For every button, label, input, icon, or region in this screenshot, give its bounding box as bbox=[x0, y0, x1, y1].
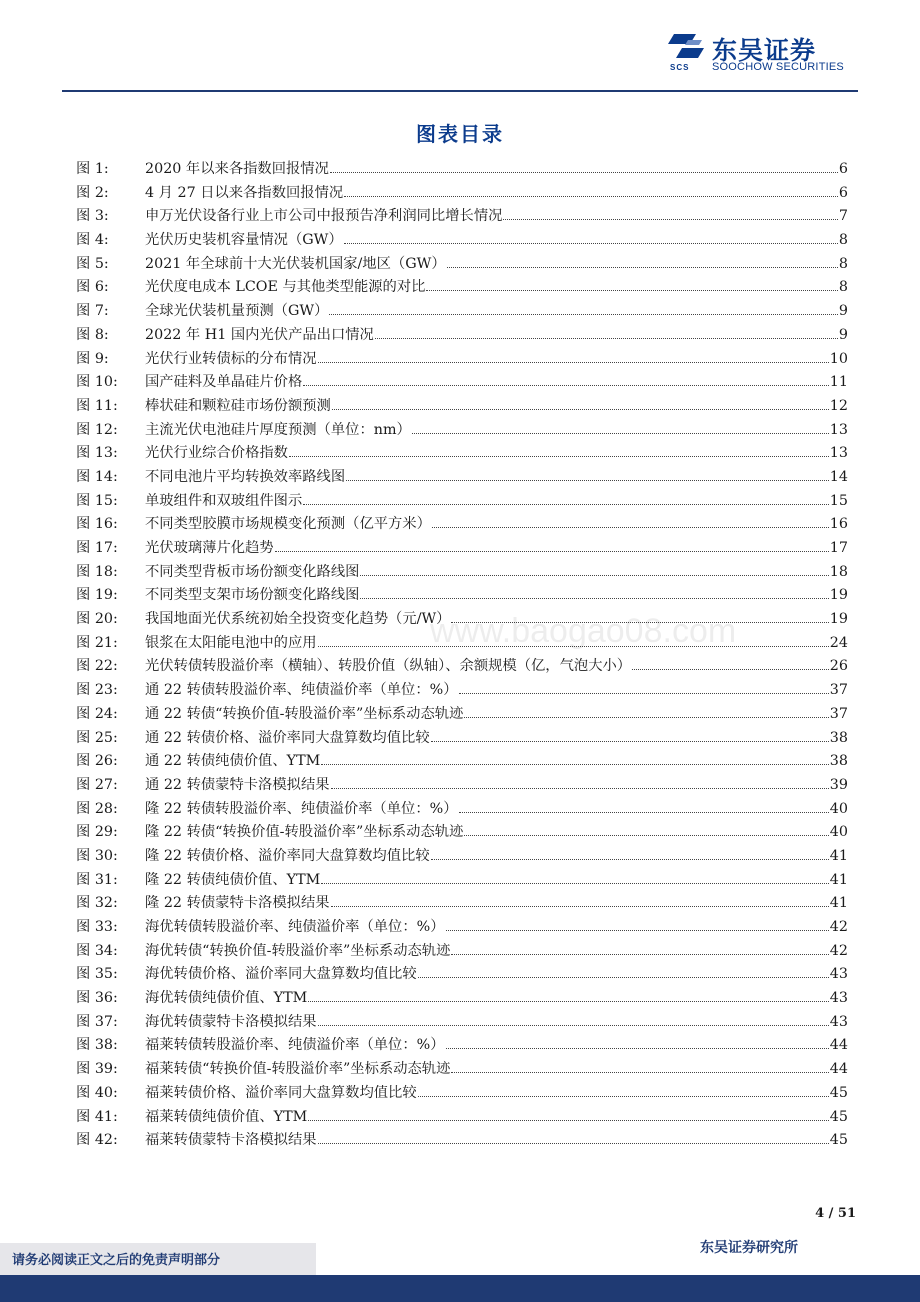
toc-entry[interactable] bbox=[76, 1129, 848, 1153]
toc-entry[interactable] bbox=[76, 963, 848, 987]
toc-entry[interactable] bbox=[76, 182, 848, 206]
toc-entry-page: 45 bbox=[829, 1132, 848, 1149]
toc-entry-leader bbox=[459, 812, 829, 813]
toc-entry-label: 图 40: bbox=[76, 1084, 118, 1101]
toc-entry-leader bbox=[459, 693, 829, 694]
toc-entry[interactable] bbox=[76, 561, 848, 585]
page-number: 4 / 51 bbox=[815, 1206, 856, 1221]
toc-entry-label: 图 15: bbox=[76, 492, 118, 509]
toc-entry-title: 2020 年以来各指数回报情况 bbox=[145, 161, 329, 177]
toc-entry[interactable] bbox=[76, 750, 848, 774]
company-logo bbox=[668, 30, 858, 78]
toc-entry-page: 26 bbox=[829, 658, 848, 675]
toc-entry-label: 图 29: bbox=[76, 824, 118, 841]
toc-entry-label: 图 28: bbox=[76, 800, 118, 817]
toc-entry[interactable] bbox=[76, 466, 848, 490]
toc-entry-label: 图 41: bbox=[76, 1108, 118, 1125]
watermark: www.baogao08.com bbox=[430, 612, 737, 650]
toc-entry-title: 银浆在太阳能电池中的应用 bbox=[145, 634, 317, 651]
toc-entry-leader bbox=[318, 362, 829, 363]
toc-entry-page: 43 bbox=[829, 1013, 848, 1030]
toc-entry-page: 39 bbox=[829, 776, 848, 793]
toc-entry-page: 44 bbox=[829, 1061, 848, 1078]
toc-entry[interactable] bbox=[76, 821, 848, 845]
toc-entry[interactable] bbox=[76, 774, 848, 798]
toc-entry-label: 图 30: bbox=[76, 847, 118, 864]
toc-entry-label: 图 34: bbox=[76, 942, 118, 959]
toc-entry-label: 图 38: bbox=[76, 1037, 118, 1054]
toc-entry-page: 17 bbox=[829, 540, 848, 556]
toc-entry-label: 图 18: bbox=[76, 563, 118, 580]
toc-entry-page: 43 bbox=[829, 990, 848, 1007]
toc-entry-label: 图 33: bbox=[76, 919, 118, 935]
toc-entry-title: 隆 22 转债蒙特卡洛模拟结果 bbox=[145, 895, 330, 912]
toc-entry[interactable] bbox=[76, 679, 848, 703]
toc-entry-title: 光伏历史装机容量情况（GW） bbox=[145, 232, 343, 249]
toc-entry[interactable] bbox=[76, 1082, 848, 1106]
toc-entry-title: 4 月 27 日以来各指数回报情况 bbox=[145, 184, 344, 201]
toc-entry-leader bbox=[289, 456, 829, 457]
table-of-figures bbox=[76, 158, 848, 1153]
toc-entry-label: 图 1: bbox=[76, 161, 109, 177]
toc-entry-page: 18 bbox=[829, 563, 848, 580]
toc-entry-page: 8 bbox=[838, 255, 848, 272]
toc-entry-leader bbox=[331, 906, 829, 907]
logo-english-name: SOOCHOW SECURITIES bbox=[712, 61, 844, 73]
toc-entry-label: 图 2: bbox=[76, 184, 109, 201]
toc-entry-page: 41 bbox=[829, 895, 848, 912]
toc-entry-page: 16 bbox=[829, 516, 848, 533]
toc-entry-page: 11 bbox=[829, 374, 848, 391]
toc-entry-label: 图 35: bbox=[76, 966, 118, 983]
toc-entry-leader bbox=[308, 1001, 829, 1002]
toc-entry-label: 图 16: bbox=[76, 516, 118, 533]
toc-entry[interactable] bbox=[76, 1058, 848, 1082]
toc-entry-page: 19 bbox=[829, 611, 848, 628]
footer-bar bbox=[0, 1275, 920, 1302]
toc-entry-leader bbox=[464, 835, 828, 836]
toc-entry-leader bbox=[446, 1048, 829, 1049]
toc-entry-label: 图 27: bbox=[76, 776, 118, 793]
toc-entry-title: 光伏度电成本 LCOE 与其他类型能源的对比 bbox=[145, 279, 426, 296]
toc-entry-label: 图 14: bbox=[76, 468, 118, 485]
toc-entry-label: 图 23: bbox=[76, 682, 118, 699]
toc-entry-leader bbox=[321, 883, 829, 884]
toc-entry[interactable] bbox=[76, 419, 848, 443]
toc-entry-page: 15 bbox=[829, 492, 848, 509]
toc-entry-page: 37 bbox=[829, 705, 848, 722]
toc-entry-label: 图 4: bbox=[76, 232, 109, 249]
toc-entry[interactable] bbox=[76, 987, 848, 1011]
toc-entry-title: 全球光伏装机量预测（GW） bbox=[145, 303, 329, 320]
toc-entry-label: 图 25: bbox=[76, 729, 118, 746]
toc-entry-label: 图 31: bbox=[76, 871, 118, 888]
toc-entry-page: 38 bbox=[829, 753, 848, 770]
toc-entry-label: 图 13: bbox=[76, 445, 118, 462]
toc-entry-title: 不同类型胶膜市场规模变化预测（亿平方米） bbox=[145, 516, 431, 533]
toc-entry[interactable] bbox=[76, 395, 848, 419]
toc-entry-page: 6 bbox=[838, 161, 848, 177]
toc-entry-title: 通 22 转债价格、溢价率同大盘算数均值比较 bbox=[145, 729, 430, 746]
toc-entry-leader bbox=[503, 219, 837, 220]
header-divider bbox=[62, 90, 858, 92]
toc-entry-leader bbox=[418, 1096, 829, 1097]
toc-entry-leader bbox=[360, 598, 828, 599]
toc-entry-label: 图 10: bbox=[76, 374, 118, 391]
logo-abbreviation: SCS bbox=[670, 63, 690, 72]
toc-entry-title: 海优转债纯债价值、YTM bbox=[145, 990, 308, 1007]
toc-entry[interactable] bbox=[76, 442, 848, 466]
toc-entry[interactable] bbox=[76, 798, 848, 822]
toc-entry-page: 43 bbox=[829, 966, 848, 983]
toc-entry-title: 2022 年 H1 国内光伏产品出口情况 bbox=[145, 326, 374, 343]
toc-entry-title: 福莱转债纯债价值、YTM bbox=[145, 1108, 308, 1125]
toc-entry-title: 福莱转债价格、溢价率同大盘算数均值比较 bbox=[145, 1084, 417, 1101]
toc-entry-title: 申万光伏设备行业上市公司中报预告净利润同比增长情况 bbox=[145, 208, 503, 225]
toc-entry-leader bbox=[431, 859, 829, 860]
toc-entry-page: 45 bbox=[829, 1108, 848, 1125]
toc-entry[interactable] bbox=[76, 513, 848, 537]
toc-entry-leader bbox=[303, 385, 829, 386]
toc-entry-title: 棒状硅和颗粒硅市场份额预测 bbox=[145, 397, 331, 414]
toc-entry-leader bbox=[303, 504, 829, 505]
toc-entry-title: 隆 22 转债“转换价值-转股溢价率”坐标系动态轨迹 bbox=[145, 824, 464, 841]
toc-entry-leader bbox=[330, 172, 838, 173]
toc-entry-title: 我国地面光伏系统初始全投资变化趋势（元/W） bbox=[145, 611, 451, 628]
toc-entry-title: 通 22 转债“转换价值-转股溢价率”坐标系动态轨迹 bbox=[145, 705, 464, 722]
toc-entry-label: 图 11: bbox=[76, 397, 118, 414]
toc-entry-label: 图 22: bbox=[76, 658, 118, 675]
toc-entry-page: 41 bbox=[829, 871, 848, 888]
toc-entry-leader bbox=[426, 290, 837, 291]
toc-entry[interactable] bbox=[76, 845, 848, 869]
toc-entry-leader bbox=[321, 764, 829, 765]
toc-entry-label: 图 3: bbox=[76, 208, 109, 225]
toc-entry-leader bbox=[331, 788, 829, 789]
toc-entry-page: 12 bbox=[829, 397, 848, 414]
toc-entry-title: 隆 22 转债转股溢价率、纯债溢价率（单位：%） bbox=[145, 800, 458, 817]
toc-entry-label: 图 19: bbox=[76, 587, 118, 604]
toc-entry-title: 光伏玻璃薄片化趋势 bbox=[145, 540, 274, 556]
toc-entry-leader bbox=[418, 977, 829, 978]
toc-entry-label: 图 21: bbox=[76, 634, 118, 651]
toc-entry-label: 图 5: bbox=[76, 255, 109, 272]
toc-entry-page: 42 bbox=[829, 942, 848, 959]
toc-entry-page: 40 bbox=[829, 824, 848, 841]
toc-entry-title: 福莱转债转股溢价率、纯债溢价率（单位：%） bbox=[145, 1037, 445, 1054]
toc-entry-title: 主流光伏电池硅片厚度预测（单位：nm） bbox=[145, 421, 411, 438]
toc-entry[interactable] bbox=[76, 158, 848, 182]
toc-entry[interactable] bbox=[76, 1106, 848, 1130]
toc-entry-page: 38 bbox=[829, 729, 848, 746]
toc-entry-leader bbox=[360, 575, 828, 576]
toc-entry-title: 福莱转债蒙特卡洛模拟结果 bbox=[145, 1132, 317, 1149]
toc-entry-page: 37 bbox=[829, 682, 848, 699]
toc-entry-title: 光伏行业综合价格指数 bbox=[145, 445, 288, 462]
toc-entry-label: 图 39: bbox=[76, 1061, 118, 1078]
toc-entry-label: 图 26: bbox=[76, 753, 118, 770]
toc-entry-leader bbox=[375, 338, 838, 339]
toc-entry[interactable] bbox=[76, 324, 848, 348]
toc-entry-label: 图 20: bbox=[76, 611, 118, 628]
toc-entry[interactable] bbox=[76, 348, 848, 372]
toc-entry[interactable] bbox=[76, 490, 848, 514]
toc-entry-title: 2021 年全球前十大光伏装机国家/地区（GW） bbox=[145, 255, 446, 272]
toc-entry-leader bbox=[308, 1120, 829, 1121]
footer-organization: 东吴证券研究所 bbox=[700, 1240, 798, 1256]
toc-entry-leader bbox=[318, 1025, 829, 1026]
toc-entry-title: 单玻组件和双玻组件图示 bbox=[145, 492, 303, 509]
toc-entry-leader bbox=[275, 551, 829, 552]
toc-entry-title: 海优转债价格、溢价率同大盘算数均值比较 bbox=[145, 966, 417, 983]
toc-entry-leader bbox=[451, 954, 828, 955]
toc-entry-page: 7 bbox=[838, 208, 848, 225]
toc-entry[interactable] bbox=[76, 727, 848, 751]
toc-entry-leader bbox=[632, 669, 829, 670]
toc-entry[interactable] bbox=[76, 703, 848, 727]
toc-entry-leader bbox=[431, 741, 829, 742]
toc-entry[interactable] bbox=[76, 276, 848, 300]
toc-entry-label: 图 32: bbox=[76, 895, 118, 912]
toc-entry[interactable] bbox=[76, 584, 848, 608]
toc-entry-page: 9 bbox=[838, 303, 848, 320]
toc-entry-leader bbox=[447, 267, 838, 268]
toc-entry-title: 不同类型支架市场份额变化路线图 bbox=[145, 587, 360, 604]
toc-entry-page: 13 bbox=[829, 421, 848, 438]
toc-entry-label: 图 42: bbox=[76, 1132, 118, 1149]
toc-entry-label: 图 37: bbox=[76, 1013, 118, 1030]
toc-entry-leader bbox=[344, 243, 838, 244]
toc-entry-title: 光伏转债转股溢价率（横轴）、转股价值（纵轴）、余额规模（亿，气泡大小） bbox=[145, 658, 632, 675]
toc-entry[interactable] bbox=[76, 1011, 848, 1035]
toc-entry-leader bbox=[344, 196, 838, 197]
toc-entry-label: 图 7: bbox=[76, 303, 109, 320]
logo-chinese-name: 东吴证券 bbox=[712, 36, 817, 65]
page-title: 图表目录 bbox=[416, 122, 504, 146]
toc-entry[interactable] bbox=[76, 253, 848, 277]
footer-disclaimer[interactable]: 请务必阅读正文之后的免责声明部分 bbox=[12, 1253, 221, 1268]
toc-entry-page: 19 bbox=[829, 587, 848, 604]
toc-entry-leader bbox=[432, 527, 829, 528]
toc-entry[interactable] bbox=[76, 655, 848, 679]
toc-entry-leader bbox=[464, 717, 828, 718]
toc-entry-page: 45 bbox=[829, 1084, 848, 1101]
toc-entry-leader bbox=[451, 1072, 828, 1073]
toc-entry-label: 图 24: bbox=[76, 705, 118, 722]
toc-entry-page: 14 bbox=[829, 468, 848, 485]
toc-entry-title: 海优转债“转换价值-转股溢价率”坐标系动态轨迹 bbox=[145, 942, 451, 959]
toc-entry-title: 福莱转债“转换价值-转股溢价率”坐标系动态轨迹 bbox=[145, 1061, 451, 1078]
toc-entry[interactable] bbox=[76, 916, 848, 940]
toc-entry-leader bbox=[332, 409, 829, 410]
toc-entry[interactable] bbox=[76, 371, 848, 395]
toc-entry-page: 42 bbox=[829, 919, 848, 935]
toc-entry-leader bbox=[346, 480, 829, 481]
toc-entry[interactable] bbox=[76, 1034, 848, 1058]
toc-entry-page: 9 bbox=[838, 326, 848, 343]
toc-entry-page: 13 bbox=[829, 445, 848, 462]
toc-entry-label: 图 6: bbox=[76, 279, 109, 296]
toc-entry-leader bbox=[446, 930, 829, 931]
toc-entry-title: 国产硅料及单晶硅片价格 bbox=[145, 374, 303, 391]
toc-entry-leader bbox=[318, 1143, 829, 1144]
toc-entry-title: 隆 22 转债价格、溢价率同大盘算数均值比较 bbox=[145, 847, 430, 864]
toc-entry-page: 44 bbox=[829, 1037, 848, 1054]
toc-entry-title: 光伏行业转债标的分布情况 bbox=[145, 350, 317, 367]
scs-logo-icon bbox=[668, 30, 708, 64]
toc-entry-label: 图 12: bbox=[76, 421, 118, 438]
toc-entry[interactable] bbox=[76, 229, 848, 253]
toc-entry[interactable] bbox=[76, 892, 848, 916]
toc-entry-title: 不同类型背板市场份额变化路线图 bbox=[145, 563, 360, 580]
toc-entry-title: 通 22 转债纯债价值、YTM bbox=[145, 753, 321, 770]
toc-entry-label: 图 17: bbox=[76, 540, 118, 556]
toc-entry-label: 图 36: bbox=[76, 990, 118, 1007]
toc-entry-page: 10 bbox=[829, 350, 848, 367]
toc-entry[interactable] bbox=[76, 300, 848, 324]
toc-entry-label: 图 8: bbox=[76, 326, 109, 343]
toc-entry-page: 41 bbox=[829, 847, 848, 864]
toc-entry-leader bbox=[329, 314, 838, 315]
toc-entry[interactable] bbox=[76, 537, 848, 561]
toc-entry-title: 通 22 转债转股溢价率、纯债溢价率（单位：%） bbox=[145, 682, 458, 699]
toc-entry-page: 6 bbox=[838, 184, 848, 201]
toc-entry-title: 海优转债蒙特卡洛模拟结果 bbox=[145, 1013, 317, 1030]
toc-entry-leader bbox=[412, 433, 829, 434]
toc-entry-page: 8 bbox=[838, 232, 848, 249]
toc-entry-title: 海优转债转股溢价率、纯债溢价率（单位：%） bbox=[145, 919, 445, 935]
toc-entry-page: 8 bbox=[838, 279, 848, 296]
toc-entry-title: 通 22 转债蒙特卡洛模拟结果 bbox=[145, 776, 330, 793]
toc-entry-page: 40 bbox=[829, 800, 848, 817]
toc-entry-title: 不同电池片平均转换效率路线图 bbox=[145, 468, 346, 485]
toc-entry[interactable] bbox=[76, 869, 848, 893]
toc-entry-title: 隆 22 转债纯债价值、YTM bbox=[145, 871, 321, 888]
toc-entry-page: 24 bbox=[829, 634, 848, 651]
toc-entry[interactable] bbox=[76, 205, 848, 229]
toc-entry-label: 图 9: bbox=[76, 350, 109, 367]
toc-entry[interactable] bbox=[76, 940, 848, 964]
